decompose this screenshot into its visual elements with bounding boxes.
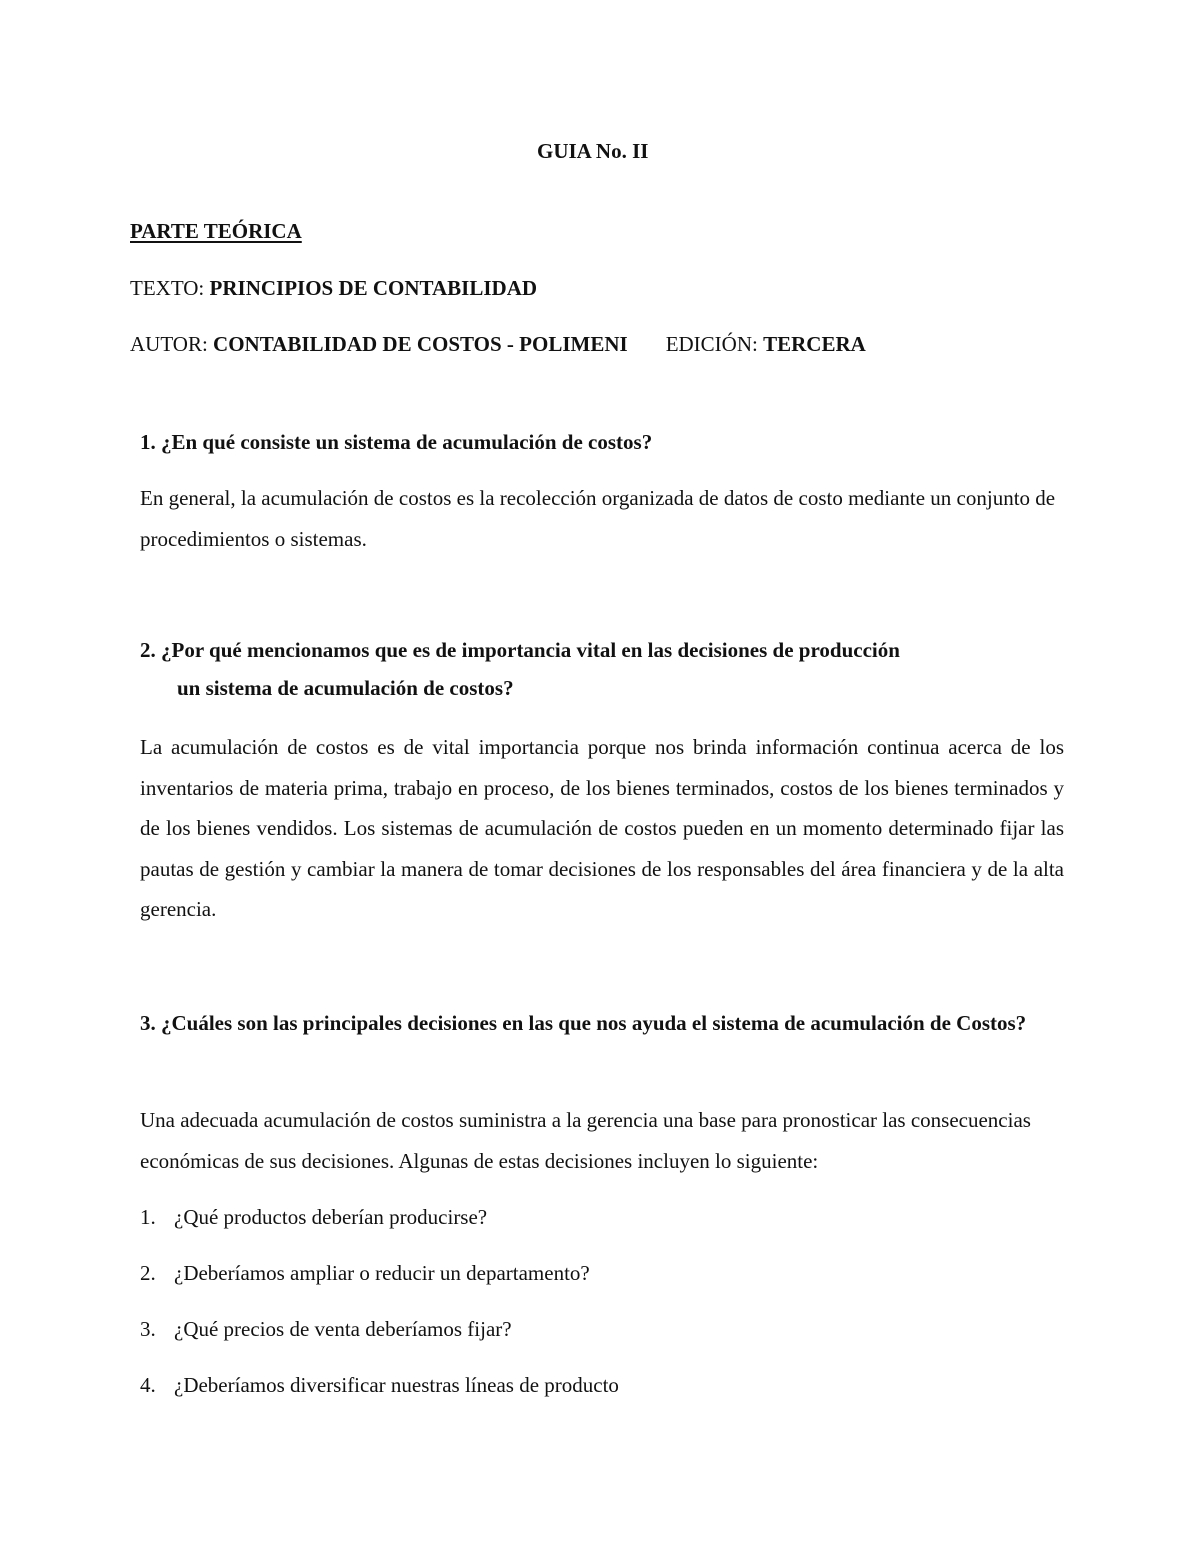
list-item: 2. ¿Deberíamos ampliar o reducir un departamento? — [140, 1261, 590, 1285]
list-item: 3. ¿Qué precios de venta deberíamos fijar? — [140, 1317, 512, 1341]
guide-title: GUIA No. II — [537, 139, 649, 163]
question-1-title: 1. ¿En qué consiste un sistema de acumulación de costos? — [140, 430, 653, 454]
author-value: CONTABILIDAD DE COSTOS - POLIMENI — [213, 332, 628, 356]
question-2-title-line2: un sistema de acumulación de costos? — [177, 676, 514, 700]
question-1-answer: En general, la acumulación de costos es la recolección organizada de datos de costo mediante un conjunto de procedimientos o sistemas. — [140, 486, 1056, 551]
question-2-title-line1: 2. ¿Por qué mencionamos que es de importancia vital en las decisiones de producción — [140, 638, 900, 662]
question-3-title: 3. ¿Cuáles son las principales decisiones en las que nos ayuda el sistema de acumulación de Costos? — [140, 1011, 1027, 1035]
question-3-answer: Una adecuada acumulación de costos suministra a la gerencia una base para pronosticar las consecuencias económicas de sus decisiones. Algunas de estas decisiones incluyen lo siguiente: — [140, 1108, 1031, 1173]
list-item: 1. ¿Qué productos deberían producirse? — [140, 1205, 488, 1229]
edition-label: EDICIÓN: — [665, 332, 764, 356]
author-label: AUTOR: — [130, 332, 214, 356]
text-line — [130, 278, 537, 299]
text-label: TEXTO: — [130, 276, 210, 300]
edition-value: TERCERA — [763, 332, 866, 356]
author-line — [130, 334, 866, 355]
text-value: PRINCIPIOS DE CONTABILIDAD — [209, 276, 538, 300]
list-item: 4. ¿Deberíamos diversificar nuestras líneas de producto — [140, 1373, 619, 1397]
section-title: PARTE TEÓRICA — [130, 219, 302, 243]
question-2-answer: La acumulación de costos es de vital importancia porque nos brinda información continua acerca de los inventarios de materia prima, trabajo en proceso, de los bienes terminados, costos de los bienes terminados y de los bienes vendidos. Los sistemas de acumulación de costos pueden en un momento determinado fijar las pautas de gestión y cambiar la manera de tomar decisiones de los responsables del área financiera y de la alta gerencia. — [140, 735, 1064, 921]
